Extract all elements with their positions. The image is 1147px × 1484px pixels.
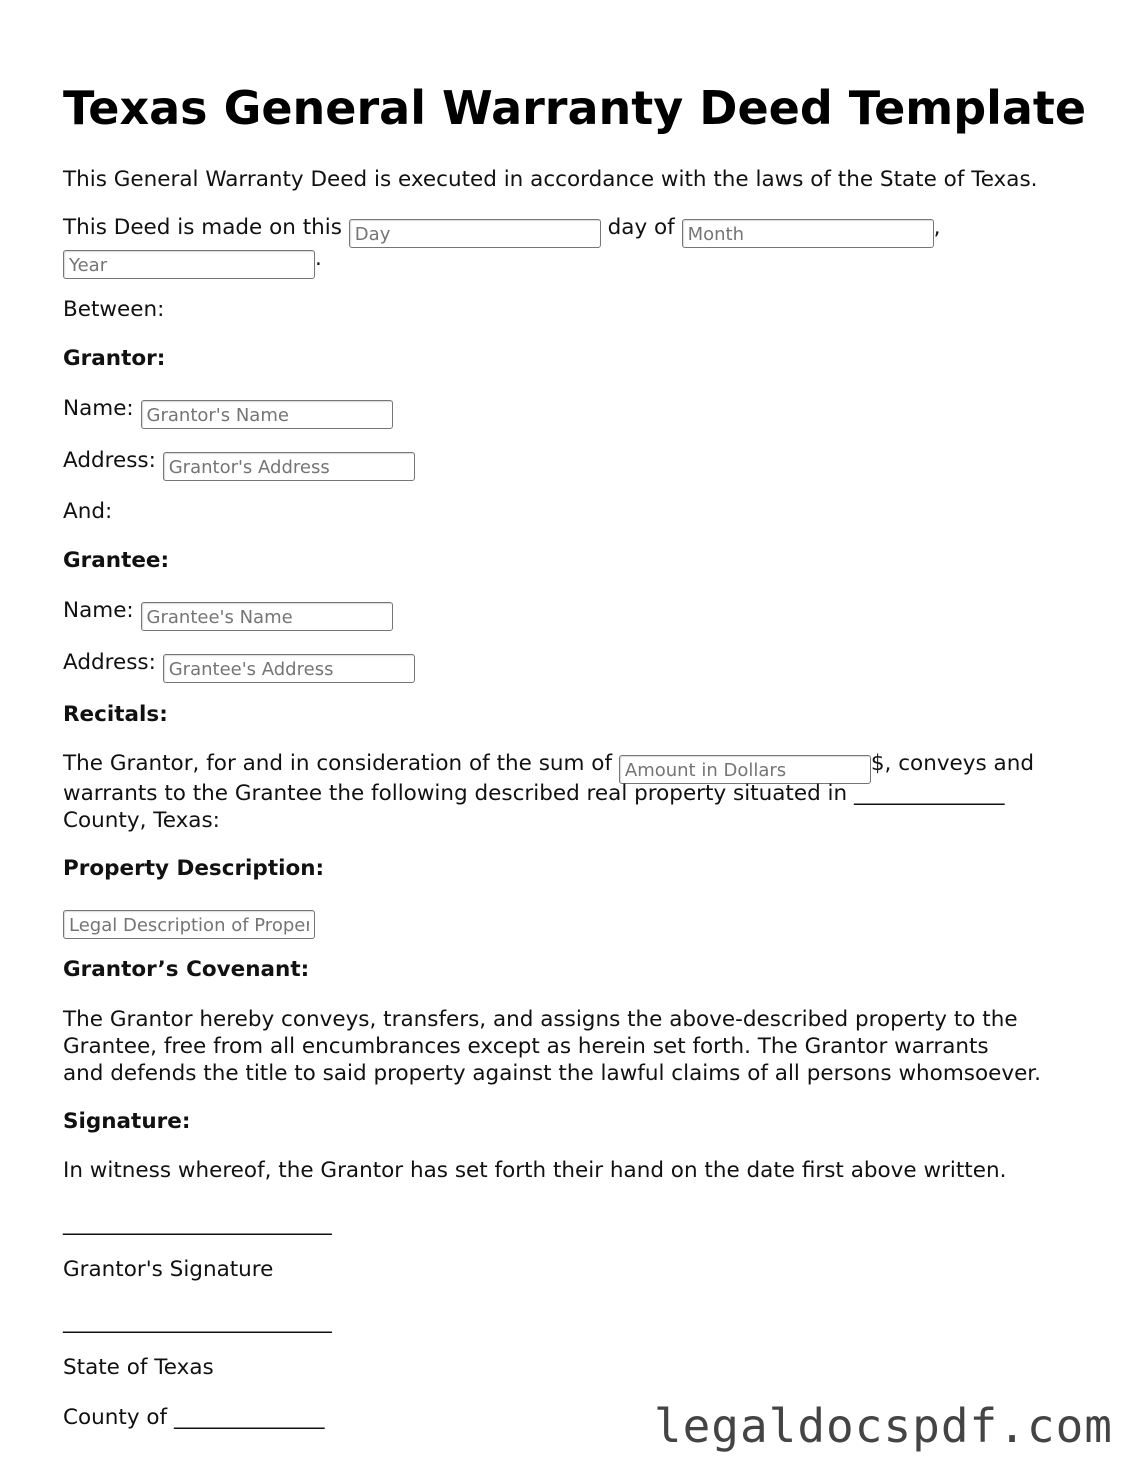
grantor-signature-line: _________________________ xyxy=(63,1211,332,1236)
covenant-line-2: Grantee, free from all encumbrances except as herein set forth. The Grantor warrants xyxy=(63,1034,989,1059)
covenant-line-1: The Grantor hereby conveys, transfers, and assigns the above-described property to the xyxy=(63,1007,1018,1032)
grantor-signature-label: Grantor's Signature xyxy=(63,1257,274,1282)
recitals-line-1 xyxy=(63,750,1034,784)
grantee-heading: Grantee: xyxy=(63,548,170,573)
witness-text: In witness whereof, the Grantor has set forth their hand on the date first above written. xyxy=(63,1158,1007,1183)
intro-text: This General Warranty Deed is executed in accordance with the laws of the State of Texas. xyxy=(63,167,1038,192)
deed-date-middle: day of xyxy=(607,215,675,240)
property-description-input[interactable] xyxy=(63,910,315,939)
grantor-name-label: Name: xyxy=(63,396,134,421)
month-input[interactable] xyxy=(682,219,934,248)
covenant-line-3: and defends the title to said property against the lawful claims of all persons whomsoever. xyxy=(63,1061,1041,1086)
deed-date-prefix: This Deed is made on this xyxy=(63,215,342,240)
watermark-text: legaldocspdf.com xyxy=(653,1399,1113,1453)
recitals-line-2: warrants to the Grantee the following described real property situated in ______________ xyxy=(63,781,1005,806)
grantor-name-input[interactable] xyxy=(141,400,393,429)
year-input[interactable] xyxy=(63,250,315,279)
recitals-text-after: $, conveys and xyxy=(870,751,1034,776)
grantee-address-label: Address: xyxy=(63,650,156,675)
state-label: State of Texas xyxy=(63,1355,214,1380)
grantor-name-line xyxy=(63,395,393,429)
grantee-name-label: Name: xyxy=(63,598,134,623)
grantee-address-line xyxy=(63,649,415,683)
property-heading: Property Description: xyxy=(63,856,325,881)
and-label: And: xyxy=(63,499,113,524)
day-input[interactable] xyxy=(349,219,601,248)
grantor-address-label: Address: xyxy=(63,448,156,473)
recitals-line-3: County, Texas: xyxy=(63,808,220,833)
deed-date-line xyxy=(63,214,940,248)
county-label: County of ______________ xyxy=(63,1405,325,1430)
between-label: Between: xyxy=(63,297,165,322)
grantor-address-line xyxy=(63,447,415,481)
grantor-heading: Grantor: xyxy=(63,346,166,371)
deed-year-line xyxy=(63,245,322,279)
notary-signature-line: _________________________ xyxy=(63,1309,332,1334)
deed-date-comma: , xyxy=(933,215,941,240)
grantee-name-input[interactable] xyxy=(141,602,393,631)
grantee-name-line xyxy=(63,597,393,631)
grantor-address-input[interactable] xyxy=(163,452,415,481)
deed-year-period: . xyxy=(315,246,322,271)
page-title: Texas General Warranty Deed Template xyxy=(63,81,1087,135)
covenant-heading: Grantor’s Covenant: xyxy=(63,957,310,982)
grantee-address-input[interactable] xyxy=(163,654,415,683)
signature-heading: Signature: xyxy=(63,1109,191,1134)
property-line xyxy=(63,905,315,939)
recitals-heading: Recitals: xyxy=(63,702,168,727)
recitals-text-before: The Grantor, for and in consideration of the sum of xyxy=(63,751,613,776)
